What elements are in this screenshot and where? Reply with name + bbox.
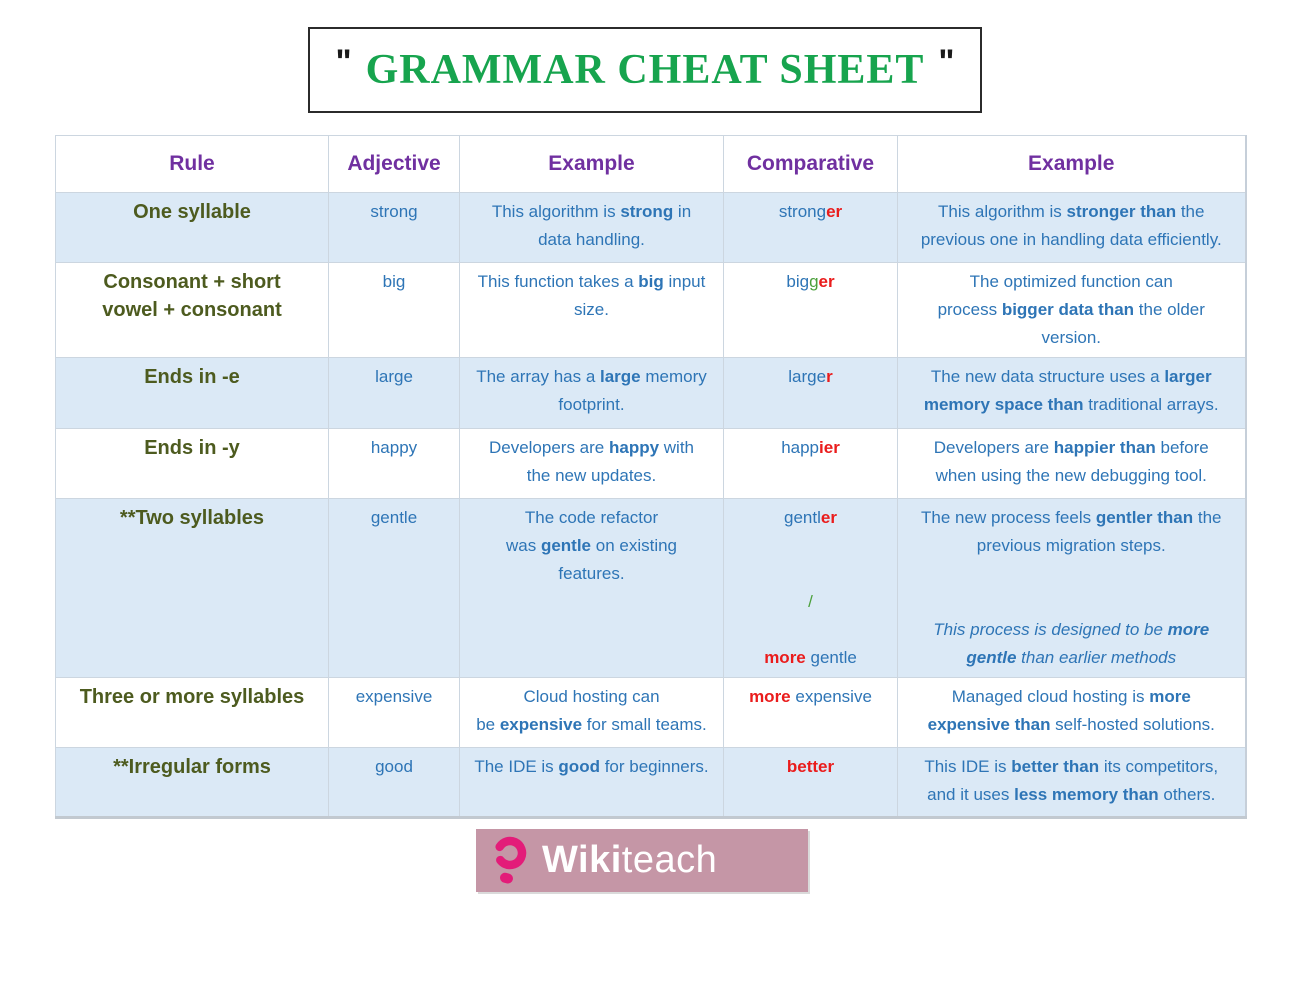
text-segment: **Irregular forms (113, 756, 271, 778)
text-segment: This algorithm is (491, 202, 621, 221)
text-segment: previous one in handling data efficiently. (920, 230, 1222, 249)
text-segment: for small teams. (582, 715, 707, 734)
text-segment: Ends in -e (144, 366, 240, 388)
text-segment: traditional arrays. (1083, 395, 1219, 414)
logo-text-teach: teach (621, 839, 718, 881)
text-segment: input (663, 272, 706, 291)
text-segment: version. (1041, 328, 1102, 347)
text-segment: er (826, 202, 843, 221)
text-segment: when using the new debugging tool. (935, 466, 1207, 485)
text-segment: than earlier methods (1016, 648, 1177, 667)
text-segment: self-hosted solutions. (1050, 715, 1215, 734)
comparative-cell (724, 748, 898, 818)
text-segment: strong (778, 202, 827, 221)
comparative-example-cell (898, 193, 1246, 263)
text-segment: for beginners. (599, 757, 709, 776)
text-segment: previous migration steps. (976, 536, 1166, 555)
adjective-cell (329, 429, 460, 499)
text-segment: strong (620, 202, 674, 221)
text-segment: / (808, 592, 813, 611)
example-cell (460, 263, 724, 358)
text-segment: **Two syllables (119, 507, 265, 529)
text-segment: Ends in -y (144, 437, 240, 459)
rule-cell (56, 678, 329, 748)
text-segment: memory (640, 367, 707, 386)
table-row (56, 193, 1246, 263)
text-segment: be (476, 715, 500, 734)
text-segment: more (1149, 687, 1191, 706)
text-segment: gentle (966, 648, 1017, 667)
text-segment: the new updates. (526, 466, 657, 485)
text-segment: gentler than (1095, 508, 1194, 527)
table-row (56, 358, 1246, 429)
text-segment: better (786, 757, 835, 776)
text-segment: memory space than (923, 395, 1084, 414)
column-header-comparative: Comparative (724, 136, 898, 193)
text-segment: better than (1011, 757, 1100, 776)
text-segment: more (1167, 620, 1210, 639)
comparative-example-cell (898, 748, 1246, 818)
text-segment: g (809, 272, 819, 291)
text-segment: The code refactor (524, 508, 659, 527)
title-open-quote: " (335, 42, 352, 81)
text-segment: large (788, 367, 827, 386)
text-segment: r (826, 367, 833, 386)
example-cell (460, 193, 724, 263)
text-segment: others. (1158, 785, 1216, 804)
rule-cell (56, 429, 329, 499)
title-box (308, 27, 982, 113)
text-segment: was (505, 536, 541, 555)
adjective-cell (329, 358, 460, 429)
text-segment: er (820, 508, 837, 527)
text-segment: gentle (370, 508, 418, 527)
text-segment: This function takes a (477, 272, 639, 291)
example-cell (460, 429, 724, 499)
text-segment: the (1176, 202, 1205, 221)
rule-cell (56, 499, 329, 678)
text-segment: er (818, 272, 835, 291)
text-segment: gentle (805, 648, 857, 667)
text-segment: vowel + consonant (102, 299, 282, 321)
text-segment: in (673, 202, 692, 221)
text-segment: This process is designed to be (933, 620, 1168, 639)
text-segment: Managed cloud hosting is (951, 687, 1150, 706)
text-segment: its competitors, (1099, 757, 1219, 776)
table-row (56, 678, 1246, 748)
table-body (56, 193, 1246, 818)
grammar-table (55, 135, 1247, 819)
column-header-example: Example (460, 136, 724, 193)
column-header-rule: Rule (56, 136, 329, 193)
text-segment: strong (370, 202, 418, 221)
text-segment: and it uses (927, 785, 1015, 804)
text-segment: The new process feels (921, 508, 1096, 527)
table-row (56, 748, 1246, 818)
text-segment: This IDE is (924, 757, 1012, 776)
text-segment: Cloud hosting can (523, 687, 660, 706)
comparative-example-cell (898, 678, 1246, 748)
wikiteach-logo (476, 829, 808, 892)
text-segment: One syllable (133, 201, 251, 223)
text-segment: big (382, 272, 406, 291)
text-segment: happy (370, 438, 418, 457)
text-segment: Developers are (488, 438, 609, 457)
example-cell (460, 358, 724, 429)
table-row (56, 499, 1246, 678)
text-segment: Developers are (933, 438, 1054, 457)
text-segment: larger (1164, 367, 1212, 386)
text-segment: bigger data than (1001, 300, 1135, 319)
text-segment: the older (1134, 300, 1205, 319)
column-header-comparative-example: Example (898, 136, 1246, 193)
comparative-cell (724, 358, 898, 429)
text-segment: before (1155, 438, 1209, 457)
comparative-example-cell (898, 499, 1246, 678)
text-segment: good (375, 757, 413, 776)
text-segment: gentle (540, 536, 592, 555)
text-segment: less memory than (1014, 785, 1159, 804)
comparative-cell (724, 499, 898, 678)
adjective-cell (329, 748, 460, 818)
text-segment: expensive (355, 687, 433, 706)
text-segment: expensive than (927, 715, 1051, 734)
text-segment: The new data structure uses a (930, 367, 1165, 386)
comparative-cell (724, 678, 898, 748)
comparative-cell (724, 193, 898, 263)
text-segment: footprint. (558, 395, 625, 414)
text-segment: process (937, 300, 1002, 319)
table-row (56, 263, 1246, 358)
text-segment: good (558, 757, 600, 776)
rule-cell (56, 263, 329, 358)
title-close-quote: " (938, 42, 955, 81)
comparative-example-cell (898, 263, 1246, 358)
text-segment: more (749, 687, 791, 706)
text-segment: data handling. (538, 230, 645, 249)
text-segment: gentl (784, 508, 821, 527)
comparative-example-cell (898, 358, 1246, 429)
text-segment: happier than (1053, 438, 1156, 457)
logo-text-wiki: Wiki (542, 839, 622, 881)
rule-cell (56, 748, 329, 818)
comparative-cell (724, 429, 898, 499)
text-segment: Three or more syllables (79, 686, 305, 708)
text-segment: happy (608, 438, 660, 457)
text-segment: expensive (499, 715, 583, 734)
text-segment: features. (558, 564, 625, 583)
text-segment: This algorithm is (938, 202, 1067, 221)
lightbulb-icon (490, 835, 530, 887)
text-segment: Consonant + short (103, 271, 281, 293)
text-segment: The array has a (476, 367, 600, 386)
text-segment: ier (819, 438, 840, 457)
text-segment: big (786, 272, 810, 291)
example-cell (460, 748, 724, 818)
example-cell (460, 499, 724, 678)
column-header-adjective: Adjective (329, 136, 460, 193)
adjective-cell (329, 193, 460, 263)
table-header (56, 136, 1246, 193)
table-row (56, 429, 1246, 499)
text-segment: on existing (591, 536, 678, 555)
text-segment: stronger than (1066, 202, 1177, 221)
text-segment: more (764, 648, 806, 667)
adjective-cell (329, 678, 460, 748)
text-segment: happ (781, 438, 820, 457)
text-segment: big (638, 272, 664, 291)
text-segment: with (659, 438, 695, 457)
adjective-cell (329, 499, 460, 678)
text-segment: The IDE is (474, 757, 559, 776)
adjective-cell (329, 263, 460, 358)
rule-cell (56, 358, 329, 429)
logo-text (542, 839, 717, 882)
rule-cell (56, 193, 329, 263)
comparative-cell (724, 263, 898, 358)
text-segment: the (1193, 508, 1222, 527)
header-row (56, 136, 1246, 193)
example-cell (460, 678, 724, 748)
text-segment: large (600, 367, 641, 386)
text-segment: The optimized function can (969, 272, 1173, 291)
text-segment: large (375, 367, 413, 386)
comparative-example-cell (898, 429, 1246, 499)
text-segment: expensive (790, 687, 872, 706)
text-segment: size. (574, 300, 609, 319)
page-title: GRAMMAR CHEAT SHEET (365, 47, 925, 93)
